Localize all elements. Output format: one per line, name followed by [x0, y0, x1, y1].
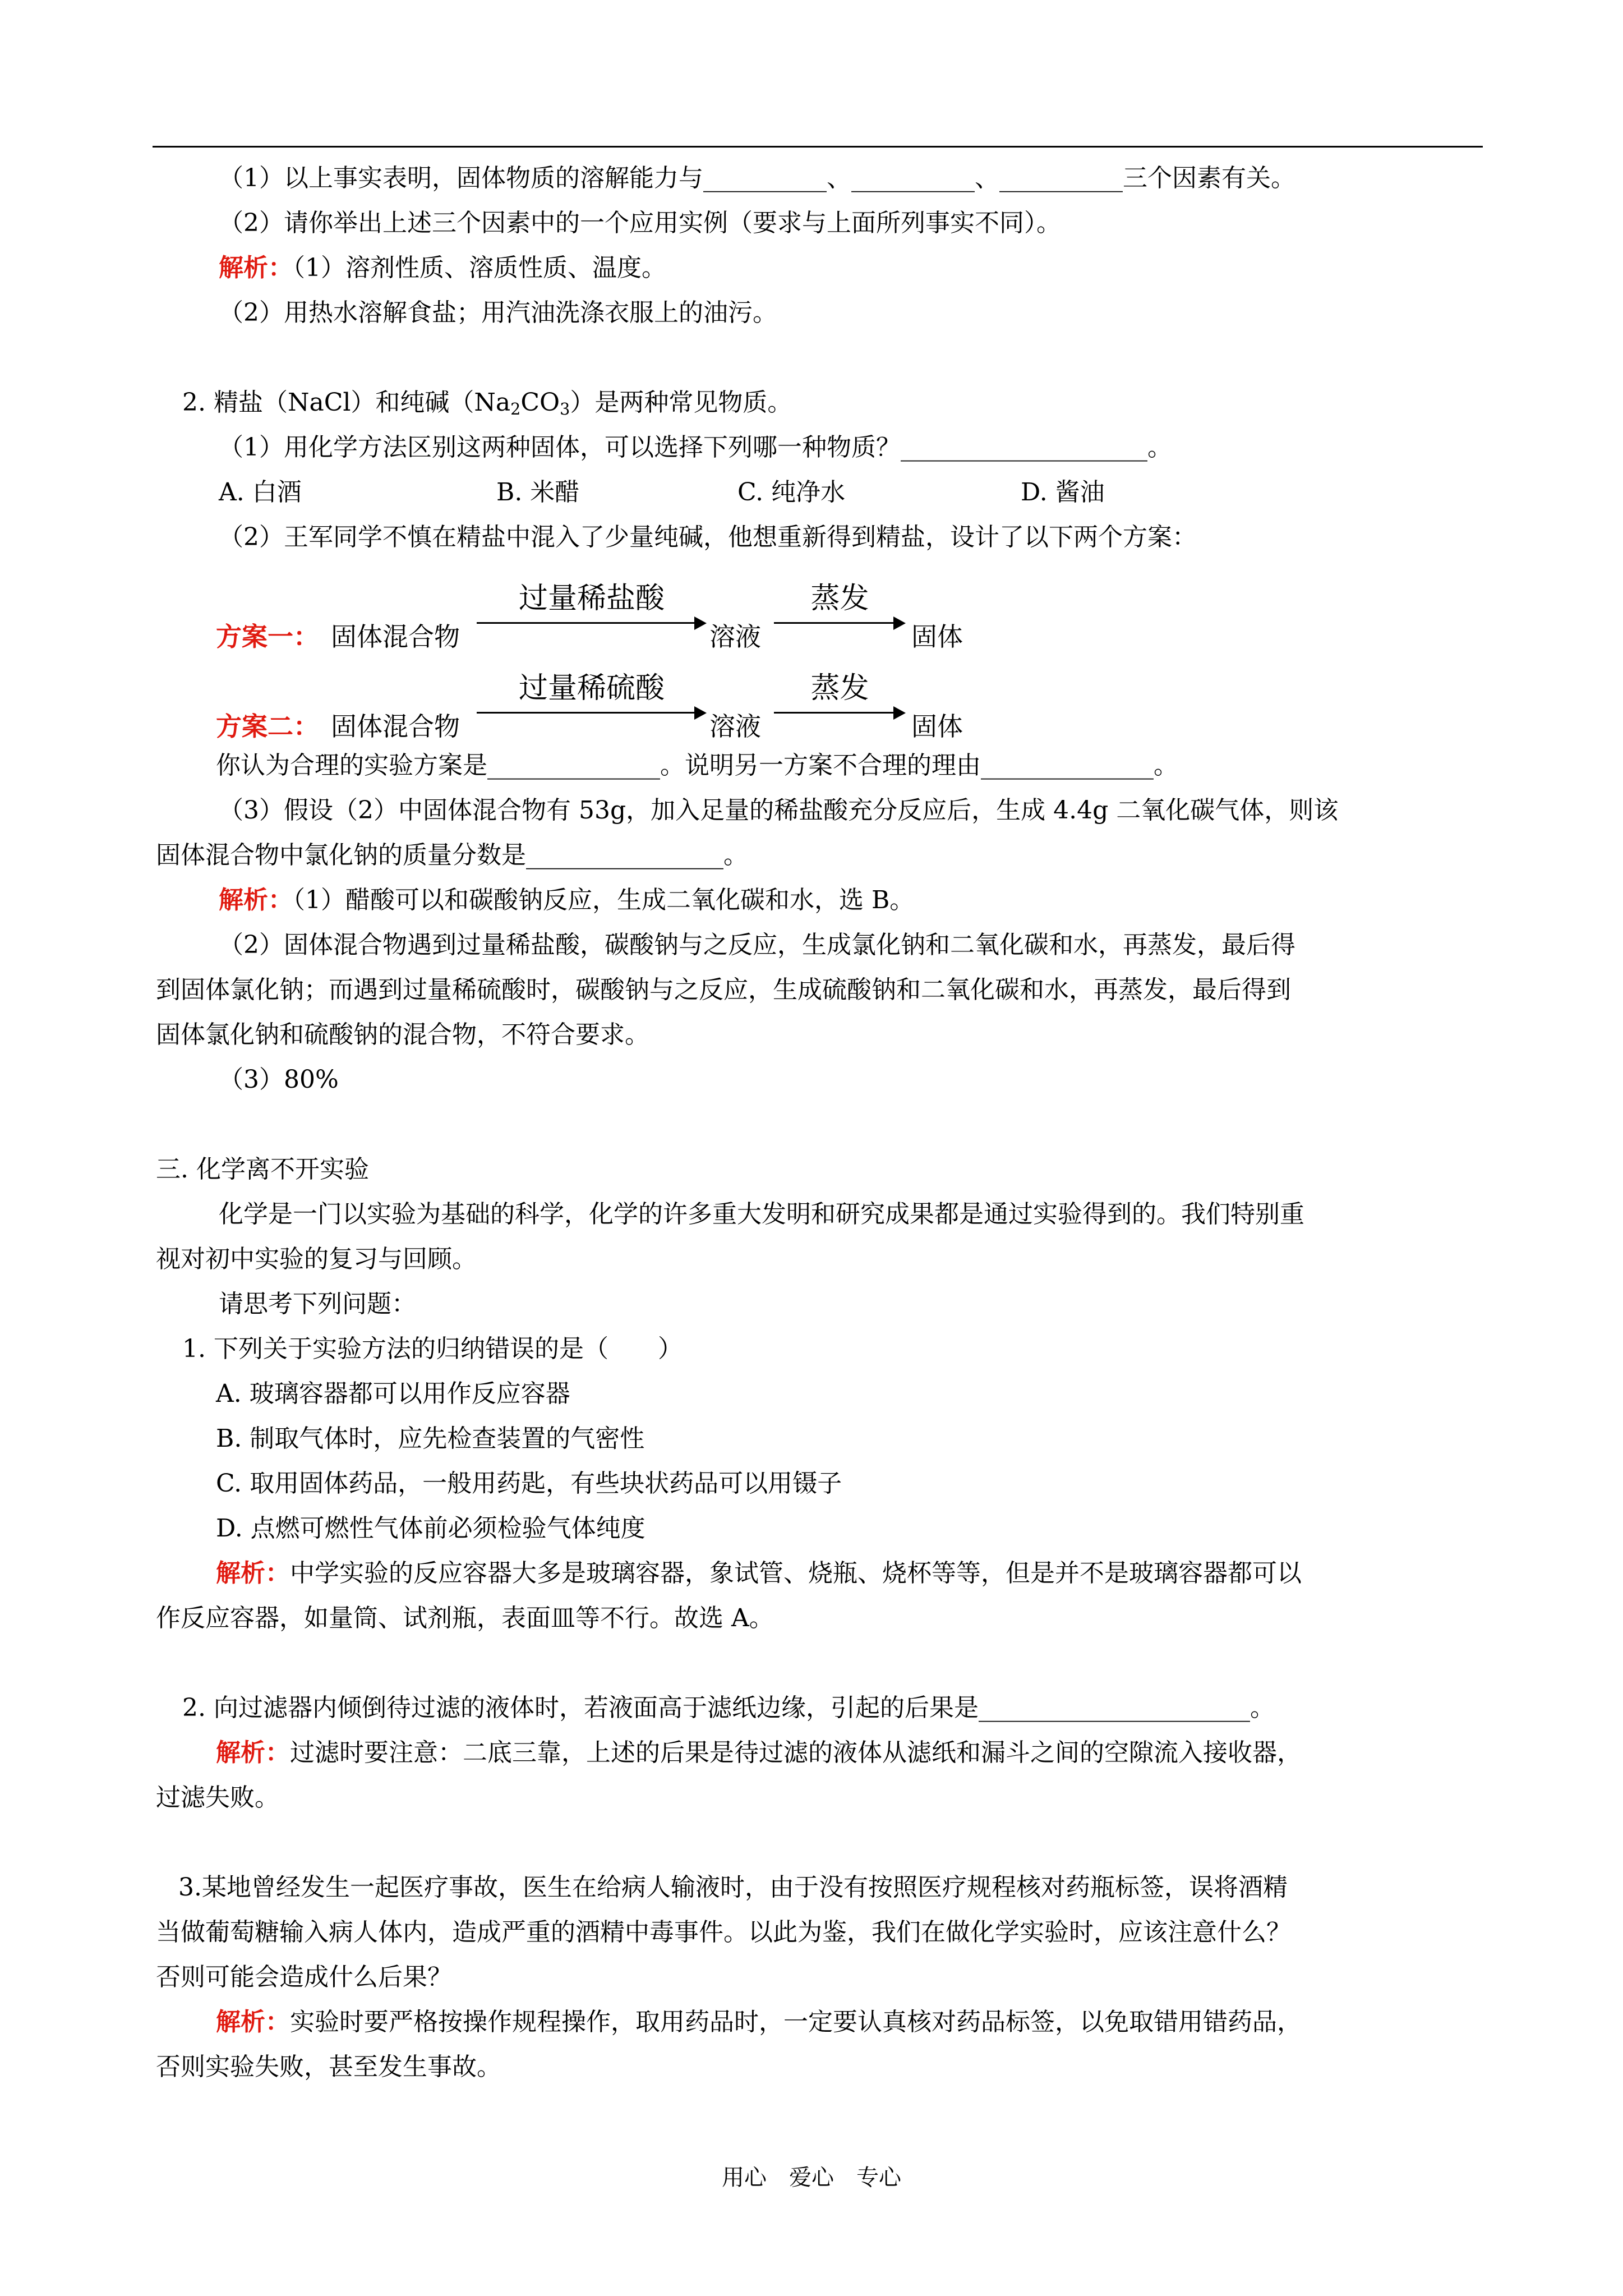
section-intro-2: 视对初中实验的复习与回顾。	[156, 1245, 477, 1273]
q2-option-c: C. 纯净水	[737, 478, 846, 507]
answer-text: 过滤时要注意：二底三靠，上述的后果是待过滤的液体从滤纸和漏斗之间的空隙流入接收器，	[290, 1738, 1302, 1767]
scheme-two	[216, 670, 1001, 749]
q2-part3-1: （3）假设（2）中固体混合物有 53g，加入足量的稀盐酸充分反应后，生成 4.4g 二氧化碳气体，则该	[219, 796, 1339, 825]
scheme-start: 固体混合物	[331, 711, 460, 742]
reaction-arrow	[477, 582, 707, 631]
scheme-label: 方案一：	[216, 622, 319, 652]
scheme-mid: 溶液	[709, 711, 761, 742]
arrow-head-icon	[893, 616, 906, 630]
arrow-reagent: 过量稀盐酸	[518, 582, 665, 615]
arrow-head-icon	[694, 616, 707, 630]
answer-label: 解析：	[216, 2008, 290, 2036]
q2-answer-2a: （2）固体混合物遇到过量稀盐酸，碳酸钠与之反应，生成氯化钠和二氧化碳和水，再蒸发，最后得	[219, 931, 1295, 959]
scheme-start: 固体混合物	[331, 622, 460, 652]
q2-option-b: B. 米醋	[496, 478, 580, 507]
q2-part2: （2）王军同学不慎在精盐中混入了少量纯碱，他想重新得到精盐，设计了以下两个方案：	[219, 523, 1197, 551]
header-rule	[153, 146, 1483, 148]
section-prompt: 请思考下列问题：	[219, 1290, 416, 1318]
q2-choice: 你认为合理的实验方案是______________。说明另一方案不合理的理由______________。	[216, 751, 1178, 780]
q1-answer	[219, 251, 666, 285]
arrow-head-icon	[893, 706, 906, 720]
evaporate-arrow	[774, 671, 906, 721]
answer-label: 解析：	[216, 1738, 290, 1767]
s3-q1-option-c: C. 取用固体药品，一般用药匙，有些块状药品可以用镊子	[216, 1469, 842, 1498]
scheme-label: 方案二：	[216, 711, 319, 742]
s3-question-3-line2: 当做葡萄糖输入病人体内，造成严重的酒精中毒事件。以此为鉴，我们在做化学实验时，应该注意什么？	[156, 1918, 1291, 1947]
reaction-arrow	[477, 671, 707, 721]
q2-title: 2. 精盐（NaCl）和纯碱$(Na_2CO_3)$是两种常见物质。	[182, 388, 792, 419]
s3-q2-answer-2: 过滤失败。	[156, 1783, 279, 1812]
page-footer: 用心 爱心 专心	[722, 2165, 901, 2191]
q2-answer-3: （3）80%	[219, 1065, 339, 1094]
arrow-head-icon	[694, 706, 707, 720]
q2-answer	[219, 884, 914, 917]
arrow-step: 蒸发	[810, 582, 869, 615]
s3-q1-option-b: B. 制取气体时，应先检查装置的气密性	[216, 1424, 645, 1453]
s3-q1-answer	[216, 1557, 1302, 1590]
answer-text: （1）溶剂性质、溶质性质、温度。	[293, 254, 666, 282]
s3-question-3-line1: 3.某地曾经发生一起医疗事故，医生在给病人输液时，由于没有按照医疗规程核对药瓶标签，误将酒精	[178, 1873, 1288, 1902]
answer-label: 解析：	[219, 254, 293, 282]
q2-part1: （1）用化学方法区别这两种固体，可以选择下列哪一种物质？____________________。	[219, 433, 1172, 462]
answer-text: 实验时要严格按操作规程操作，取用药品时，一定要认真核对药品标签，以免取错用错药品，	[290, 2008, 1302, 2036]
q1-part2: （2）请你举出上述三个因素中的一个应用实例（要求与上面所列事实不同）。	[219, 209, 1061, 237]
s3-question-2: 2. 向过滤器内倾倒待过滤的液体时，若液面高于滤纸边缘，引起的后果是______________________。	[182, 1694, 1275, 1722]
s3-q2-answer	[216, 1736, 1302, 1770]
answer-label: 解析：	[216, 1559, 290, 1588]
q1-answer-2: （2）用热水溶解食盐；用汽油洗涤衣服上的油污。	[219, 298, 777, 327]
scheme-mid: 溶液	[709, 622, 761, 652]
section-intro-1: 化学是一门以实验为基础的科学，化学的许多重大发明和研究成果都是通过实验得到的。我们特别重	[219, 1200, 1304, 1228]
arrow-step: 蒸发	[810, 671, 869, 705]
q2-part3-2: 固体混合物中氯化钠的质量分数是________________。	[156, 841, 748, 869]
q1-part1: （1）以上事实表明，固体物质的溶解能力与__________、__________、__________三个因素有关。	[219, 164, 1295, 192]
s3-q1-option-d: D. 点燃可燃性气体前必须检验气体纯度	[216, 1514, 645, 1543]
answer-text: （1）醋酸可以和碳酸钠反应，生成二氧化碳和水，选 B。	[293, 886, 915, 914]
answer-text: 中学实验的反应容器大多是玻璃容器，象试管、烧瓶、烧杯等等，但是并不是玻璃容器都可以	[290, 1559, 1302, 1588]
s3-question-1: 1. 下列关于实验方法的归纳错误的是（ ）	[182, 1335, 683, 1363]
q2-option-a: A. 白酒	[219, 478, 302, 507]
evaporate-arrow	[774, 582, 906, 631]
q2-option-d: D. 酱油	[1021, 478, 1105, 507]
scheme-end: 固体	[911, 711, 963, 742]
section-title: 三. 化学离不开实验	[156, 1155, 369, 1184]
arrow-reagent: 过量稀硫酸	[518, 671, 665, 705]
s3-q3-answer	[216, 2005, 1302, 2039]
s3-question-3-line3: 否则可能会造成什么后果？	[156, 1963, 452, 1991]
scheme-one	[216, 581, 1001, 659]
answer-label: 解析：	[219, 886, 293, 914]
s3-q1-option-a: A. 玻璃容器都可以用作反应容器	[216, 1379, 570, 1408]
q2-answer-2b: 到固体氯化钠；而遇到过量稀硫酸时，碳酸钠与之反应，生成硫酸钠和二氧化碳和水，再蒸发，最后得到	[156, 976, 1291, 1004]
scheme-end: 固体	[911, 622, 963, 652]
s3-q1-answer-2: 作反应容器，如量筒、试剂瓶，表面皿等不行。故选 A。	[156, 1604, 774, 1632]
q2-answer-2c: 固体氯化钠和硫酸钠的混合物，不符合要求。	[156, 1020, 649, 1049]
s3-q3-answer-2: 否则实验失败，甚至发生事故。	[156, 2053, 501, 2081]
